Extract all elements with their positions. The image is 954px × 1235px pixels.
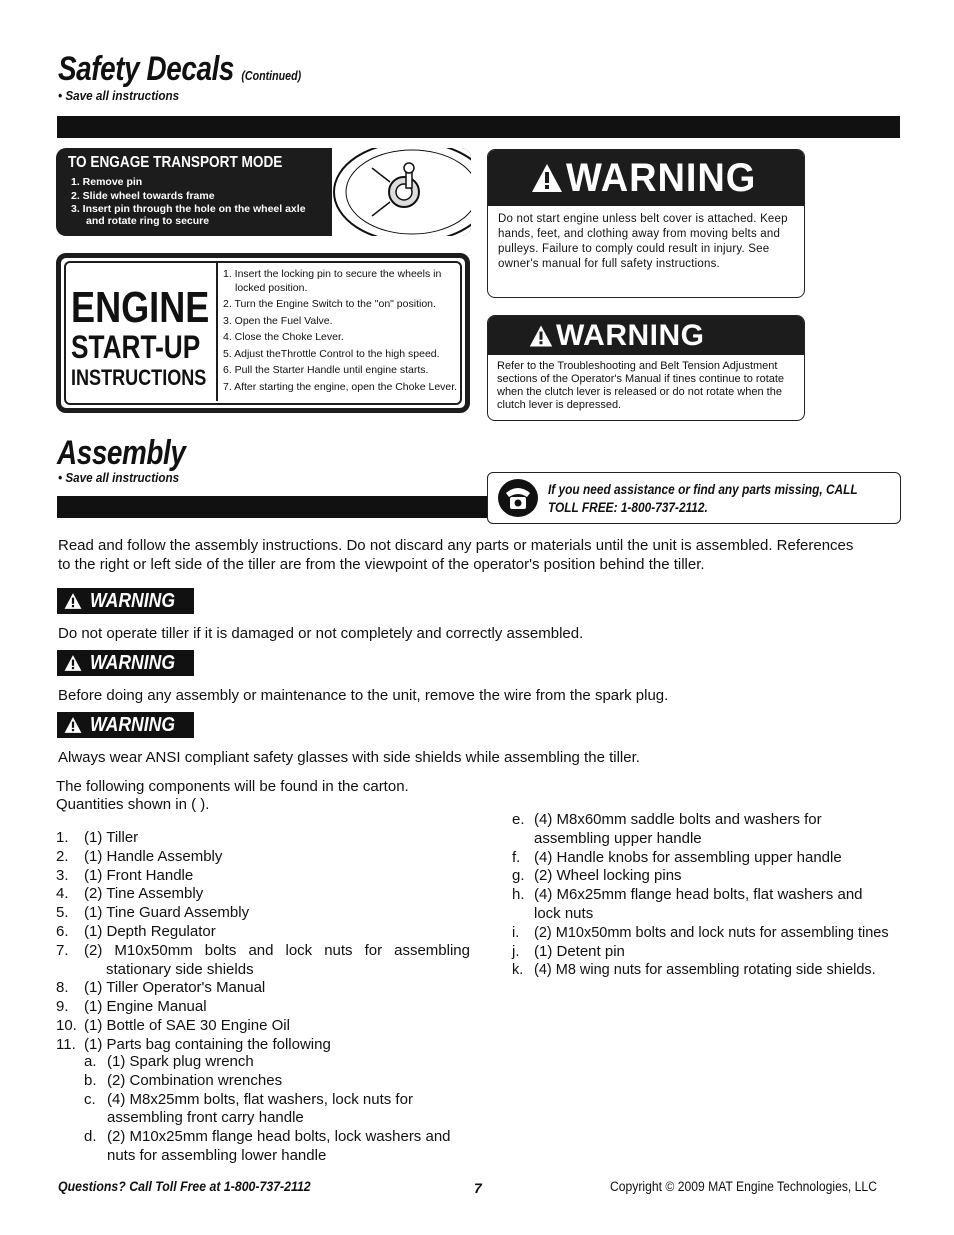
components-list xyxy=(56,829,470,1055)
clutch-warning-decal xyxy=(487,315,805,421)
transport-steps xyxy=(71,175,336,227)
list-text: (2) Tine Assembly xyxy=(84,885,204,903)
engine-step: 4. Close the Choke Lever. xyxy=(223,331,344,343)
warning-header xyxy=(488,316,804,355)
list-text: (1) Depth Regulator xyxy=(84,922,216,940)
warning-label-text: WARNING xyxy=(90,651,176,674)
list-text: (1) Engine Manual xyxy=(84,998,207,1016)
list-item xyxy=(84,1128,467,1166)
telephone-icon xyxy=(498,479,538,517)
transport-step: 2. Slide wheel towards frame xyxy=(71,190,215,202)
engine-step: 1. Insert the locking pin to secure the wheels in locked position. xyxy=(223,268,442,294)
list-number: 2. xyxy=(56,847,69,865)
list-text: (1) Detent pin xyxy=(534,942,625,960)
warning-text: Always wear ANSI compliant safety glasses with side shields while assembling the tiller. xyxy=(58,749,640,766)
assistance-callout xyxy=(487,472,901,524)
engine-decal-title xyxy=(71,283,210,392)
engine-step: 6. Pull the Starter Handle until engine starts. xyxy=(223,364,429,376)
engine-step: 5. Adjust theThrottle Control to the high speed. xyxy=(223,347,440,360)
list-text: (4) M8 wing nuts for assembling rotating side shields. xyxy=(534,962,876,979)
list-text: (2) M10x25mm flange head bolts, lock washers and nuts for assembling lower handle xyxy=(107,1128,451,1164)
transport-mode-decal xyxy=(56,148,471,236)
warning-text: Before doing any assembly or maintenance to the unit, remove the wire from the spark plug. xyxy=(58,687,669,704)
list-item xyxy=(84,1091,437,1129)
components-intro: The following components will be found in the carton. xyxy=(56,778,409,795)
list-item xyxy=(56,979,470,998)
list-number: 10. xyxy=(56,1016,77,1034)
transport-step: 3. Insert pin through the hole on the wheel axle xyxy=(71,203,306,215)
list-item xyxy=(512,886,889,924)
transport-step: and rotate ring to secure xyxy=(86,215,210,227)
list-letter: k. xyxy=(512,962,524,979)
list-item xyxy=(512,867,897,886)
warning-triangle-icon xyxy=(62,654,84,672)
list-item xyxy=(56,942,470,980)
warning-header xyxy=(488,150,804,206)
list-item xyxy=(56,848,470,867)
wheel-pin-illustration xyxy=(332,148,471,236)
list-item xyxy=(512,961,897,980)
engine-divider xyxy=(216,261,218,401)
list-text: (2) M10x50mm bolts and lock nuts for assembling tines xyxy=(534,924,889,941)
list-letter: d. xyxy=(84,1128,97,1146)
list-item xyxy=(512,924,897,943)
list-letter: j. xyxy=(512,942,520,960)
warning-text: Do not start engine unless belt cover is attached. Keep hands, feet, and clothing away from moving belts and pulleys. Failure to comply could result in injury. See owner's manual for full safety instructions. xyxy=(498,213,788,270)
engine-steps xyxy=(223,268,463,397)
engine-title-line1: ENGINE xyxy=(71,283,210,332)
warning-heading: WARNING xyxy=(556,318,705,352)
list-letter: h. xyxy=(512,886,525,904)
save-instructions-note: • Save all instructions xyxy=(58,88,180,103)
list-letter: b. xyxy=(84,1071,97,1089)
transport-step: 1. Remove pin xyxy=(71,176,143,188)
warning-text: Do not operate tiller if it is damaged or not completely and correctly assembled. xyxy=(58,625,584,642)
assistance-text: If you need assistance or find any parts missing, CALL TOLL FREE: 1-800-737-2112. xyxy=(548,482,858,515)
list-number: 8. xyxy=(56,979,69,997)
section-bar xyxy=(57,116,900,138)
engine-startup-decal xyxy=(56,253,470,413)
warning-triangle-icon xyxy=(62,592,84,610)
list-text: (1) Parts bag containing the following xyxy=(84,1035,331,1053)
list-text: (4) M8x60mm saddle bolts and washers for assembling upper handle xyxy=(534,811,822,847)
list-text: (1) Tiller Operator's Manual xyxy=(84,979,266,997)
list-item xyxy=(84,1053,474,1072)
list-letter: g. xyxy=(512,867,525,885)
engine-title-line3: INSTRUCTIONS xyxy=(71,365,207,390)
list-item xyxy=(512,943,897,962)
list-number: 1. xyxy=(56,829,69,846)
list-number: 6. xyxy=(56,922,69,940)
list-number: 7. xyxy=(56,941,69,959)
list-item xyxy=(56,829,470,848)
list-letter: c. xyxy=(84,1090,96,1108)
list-item xyxy=(56,923,470,942)
page-number: 7 xyxy=(474,1180,482,1196)
list-text: (4) M6x25mm flange head bolts, flat washers and lock nuts xyxy=(534,886,863,922)
list-text: (4) Handle knobs for assembling upper handle xyxy=(534,848,842,866)
warning-label-text: WARNING xyxy=(90,713,176,736)
components-quantities-note: Quantities shown in ( ). xyxy=(56,796,210,813)
list-number: 5. xyxy=(56,904,69,922)
warning-label xyxy=(57,650,194,676)
engine-step: 3. Open the Fuel Valve. xyxy=(223,314,333,327)
engine-step: 2. Turn the Engine Switch to the "on" position. xyxy=(223,298,436,310)
list-text: (1) Handle Assembly xyxy=(84,847,223,865)
list-text: (2) Combination wrenches xyxy=(107,1071,283,1089)
warning-text: Refer to the Troubleshooting and Belt Tension Adjustment sections of the Operator's Manual if tines continue to rotate when the clutch lever is released or do not rotate when the clutch lever is depressed. xyxy=(497,360,785,411)
belt-cover-warning-decal xyxy=(487,149,805,298)
list-item xyxy=(512,849,897,868)
assembly-intro: Read and follow the assembly instructions. Do not discard any parts or materials until the unit is assembled. References to the right or left side of the tiller are from the viewpoint of the operator's position behind the tiller. xyxy=(58,537,854,573)
list-text: (1) Bottle of SAE 30 Engine Oil xyxy=(84,1016,290,1034)
list-item xyxy=(512,811,854,849)
list-letter: e. xyxy=(512,811,525,828)
list-text: (4) M8x25mm bolts, flat washers, lock nuts for assembling front carry handle xyxy=(107,1090,413,1127)
assembly-save-note: • Save all instructions xyxy=(58,470,180,485)
warning-label xyxy=(57,712,194,738)
assembly-bar xyxy=(57,496,497,518)
list-item xyxy=(84,1072,474,1091)
warning-triangle-icon xyxy=(530,162,564,194)
warning-label-text: WARNING xyxy=(90,589,176,612)
list-text: (1) Tiller xyxy=(84,829,139,846)
list-letter: f. xyxy=(512,848,521,866)
list-item xyxy=(56,998,470,1017)
parts-list-left xyxy=(84,1053,474,1166)
engine-step: 7. After starting the engine, open the Choke Lever. xyxy=(223,380,458,393)
page-title: Safety Decals (Continued) xyxy=(58,50,302,88)
list-item xyxy=(56,885,470,904)
list-number: 4. xyxy=(56,885,69,903)
list-letter: a. xyxy=(84,1053,97,1070)
list-text: (1) Spark plug wrench xyxy=(107,1053,254,1070)
footer-phone: Questions? Call Toll Free at 1-800-737-2112 xyxy=(58,1178,311,1194)
list-number: 3. xyxy=(56,866,69,884)
list-text: (2) M10x50mm bolts and lock nuts for assembling stationary side shields xyxy=(84,941,470,978)
assembly-title: Assembly xyxy=(57,434,186,472)
list-text: (1) Tine Guard Assembly xyxy=(84,904,250,922)
warning-triangle-icon xyxy=(528,324,554,348)
list-item xyxy=(56,867,470,886)
parts-list-right xyxy=(512,811,897,980)
list-number: 9. xyxy=(56,998,69,1016)
continued-label: (Continued) xyxy=(241,68,302,83)
list-text: (1) Front Handle xyxy=(84,866,194,884)
list-letter: i. xyxy=(512,924,520,941)
engine-title-line2: START-UP xyxy=(71,329,201,365)
warning-triangle-icon xyxy=(62,716,84,734)
list-number: 11. xyxy=(56,1035,76,1053)
warning-label xyxy=(57,588,194,614)
list-text: (2) Wheel locking pins xyxy=(534,867,682,885)
list-item xyxy=(56,1036,470,1055)
list-item xyxy=(56,904,470,923)
footer-copyright: Copyright © 2009 MAT Engine Technologies, LLC xyxy=(610,1179,877,1194)
warning-heading: WARNING xyxy=(566,155,757,200)
list-item xyxy=(56,1017,470,1036)
transport-decal-title: TO ENGAGE TRANSPORT MODE xyxy=(68,154,283,171)
